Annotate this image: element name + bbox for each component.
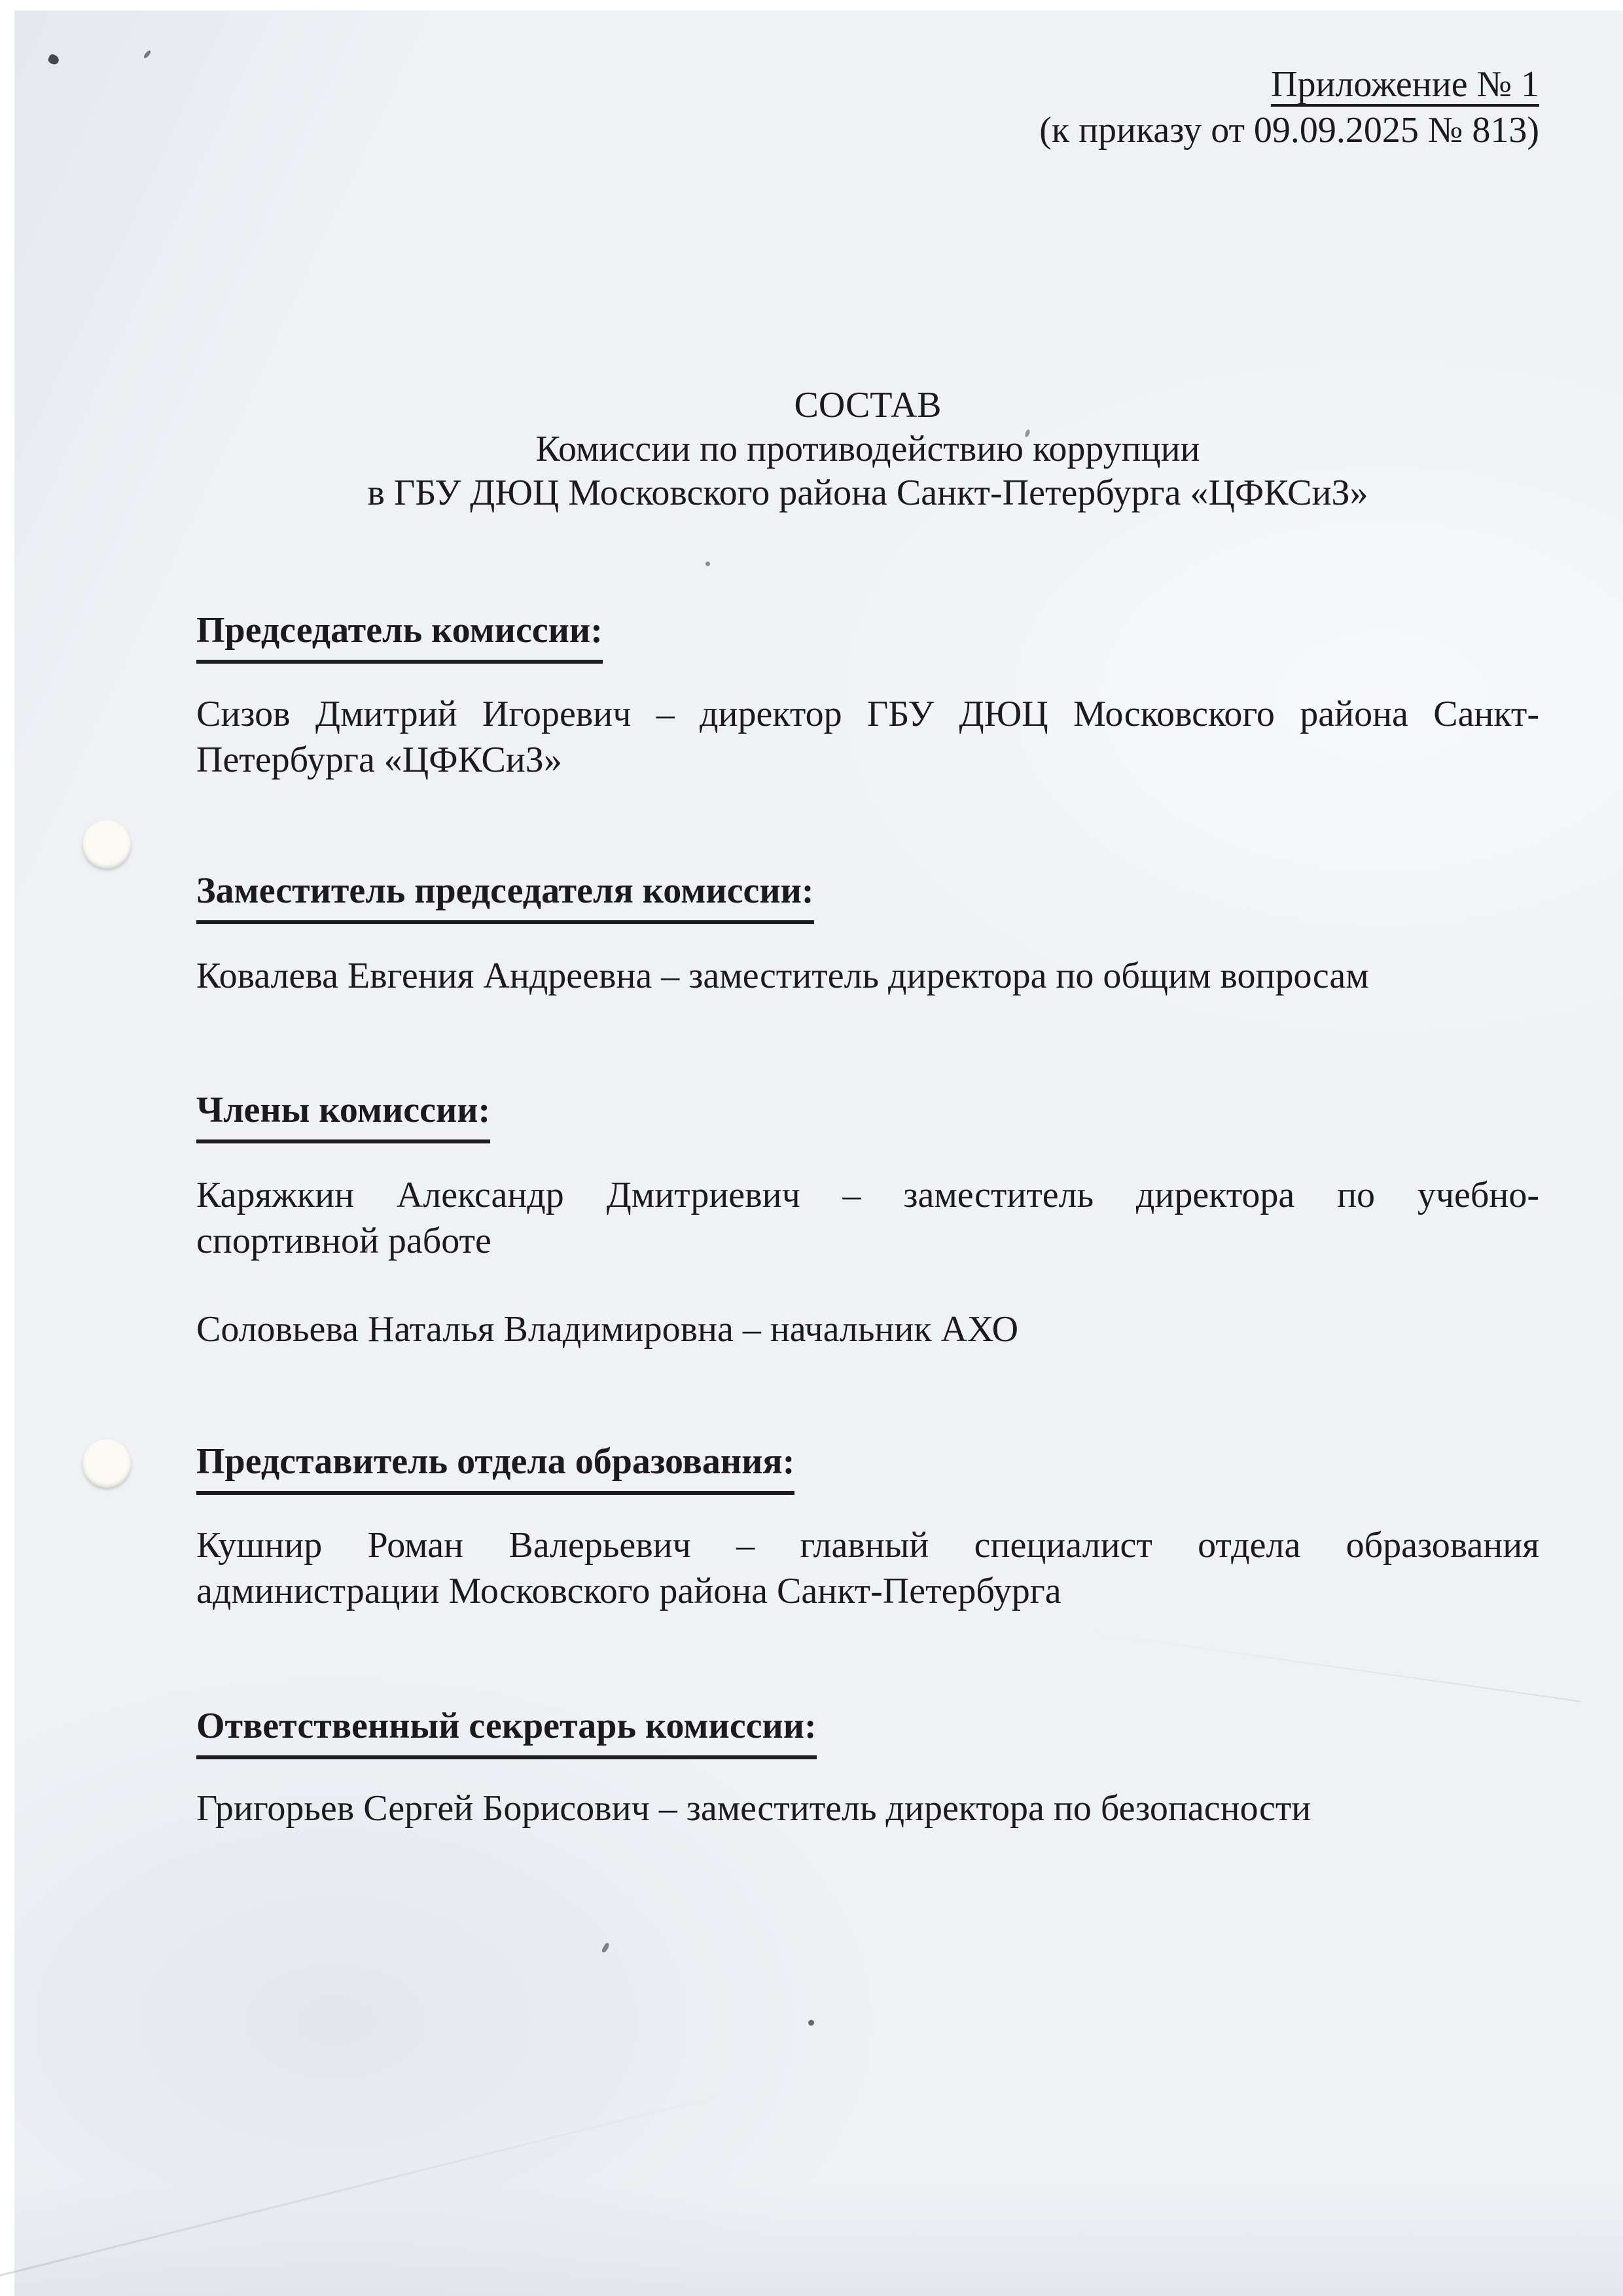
person-line: Каряжкин Александр Дмитриевич – заместитель директора по учебно- xyxy=(196,1175,1539,1215)
person-line: Соловьева Наталья Владимировна – начальник АХО xyxy=(196,1309,1019,1350)
section-heading-education-dept: Представитель отдела образования: xyxy=(196,1439,1539,1495)
doc-title xyxy=(196,384,1539,515)
section-heading-chairman: Председатель комиссии: xyxy=(196,607,1539,664)
person-line: спортивной работе xyxy=(196,1221,491,1261)
appendix-number: Приложение № 1 xyxy=(1271,64,1539,105)
education-dept-entry xyxy=(196,1522,1539,1614)
person-line: Кушнир Роман Валерьевич – главный специалист отдела образования xyxy=(196,1525,1539,1566)
section-heading-deputy-chairman: Заместитель председателя комиссии: xyxy=(196,868,1539,924)
paper-sheet xyxy=(14,10,1623,2296)
order-reference: (к приказу от 09.09.2025 № 813) xyxy=(1039,110,1539,151)
title-line-1: СОСТАВ xyxy=(794,385,942,425)
punch-hole xyxy=(82,1439,131,1488)
title-line-3: в ГБУ ДЮЦ Московского района Санкт-Петербурга «ЦФКСиЗ» xyxy=(367,473,1368,513)
deputy-chairman-entry xyxy=(196,953,1539,999)
person-line: Григорьев Сергей Борисович – заместитель директора по безопасности xyxy=(196,1788,1311,1829)
member-entry xyxy=(196,1172,1539,1264)
title-line-2: Комиссии по противодействию коррупции xyxy=(535,429,1200,469)
doc-header xyxy=(196,62,1539,153)
section-heading-members: Члены комиссии: xyxy=(196,1087,1539,1143)
person-line: администрации Московского района Санкт-Петербурга xyxy=(196,1571,1061,1611)
document-content xyxy=(196,10,1539,2296)
member-entry xyxy=(196,1306,1539,1352)
chairman-entry xyxy=(196,691,1539,783)
scan-speck xyxy=(143,50,152,60)
person-line: Ковалева Евгения Андреевна – заместитель директора по общим вопросам xyxy=(196,956,1369,996)
secretary-entry xyxy=(196,1785,1539,1831)
scan-speck xyxy=(47,53,60,65)
section-heading-secretary: Ответственный секретарь комиссии: xyxy=(196,1703,1539,1759)
person-line: Петербурга «ЦФКСиЗ» xyxy=(196,740,562,780)
punch-hole xyxy=(82,820,131,869)
person-line: Сизов Дмитрий Игоревич – директор ГБУ ДЮЦ Московского района Санкт- xyxy=(196,694,1539,734)
